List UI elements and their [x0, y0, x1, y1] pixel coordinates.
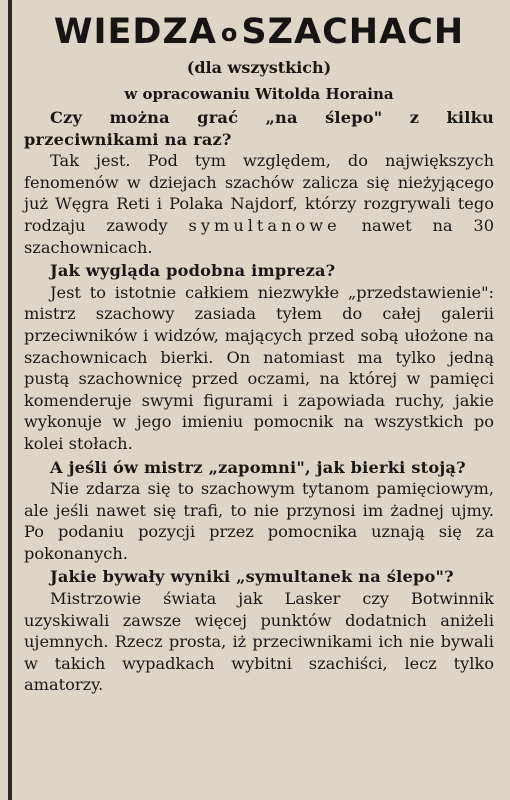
answer-1-part-b: nawet na 30 szachownicach.	[24, 215, 494, 257]
qa-block-4	[24, 566, 494, 696]
question-3: A jeśli ów mistrz „zapomni", jak bierki stoją?	[50, 457, 466, 477]
question-4: Jakie bywały wyniki „symultanek na ślepo"?	[50, 567, 454, 587]
answer-2: Jest to istotnie całkiem niezwykłe „przedstawienie": mistrz szachowy zasiada tyłem do całej galerii przeciwników i widzów, mających przed sobą ułożone na szachownicach bierki. On natomiast ma tylko jedną pustą szachownicę przed oczami, na której w pamięci komenderuje swymi figurami i zapowiada ruchy, jakie wykonuje w jego imieniu pomocnik na wszystkich po kolei stołach.	[24, 282, 494, 453]
article-title	[24, 10, 494, 55]
qa-block-2	[24, 260, 494, 454]
answer-1-part-a: Tak jest. Pod tym względem, do największych fenomenów w dziejach szachów zalicza się nieżyjącego już Węgra Reti i Polaka Najdorf, którzy rozgrywali tego rodzaju zawody	[24, 151, 494, 235]
article-byline: w opracowaniu Witolda Horaina	[124, 85, 394, 103]
qa-block-3	[24, 457, 494, 565]
answer-3: Nie zdarza się to szachowym tytanom pamięciowym, ale jeśli nawet się trafi, to nie przynosi im żadnej ujmy. Po podaniu pozycji przez pomocnika uznają się za pokonanych.	[24, 479, 494, 563]
answer-1-spaced-word: symultanowe	[188, 215, 341, 235]
column-rule	[8, 0, 12, 800]
question-2: Jak wygląda podobna impreza?	[50, 261, 336, 281]
question-1: Czy można grać „na ślepo" z kilku przeciwnikami na raz?	[24, 108, 494, 149]
article-subtitle: (dla wszystkich)	[186, 58, 332, 77]
title-connector: o	[220, 19, 238, 47]
answer-1	[24, 150, 494, 258]
title-word-right: SZACHACH	[241, 12, 465, 52]
title-word-left: WIEDZA	[53, 12, 217, 52]
answer-4: Mistrzowie świata jak Lasker czy Botwinnik uzyskiwali zawsze więcej punktów dodatnich aniżeli ujemnych. Rzecz prosta, iż przeciwnikami ich nie bywali w takich wypadkach wybitni szachiści, lecz tylko amatorzy.	[24, 589, 494, 695]
article	[24, 10, 494, 698]
qa-block-1	[24, 107, 494, 258]
